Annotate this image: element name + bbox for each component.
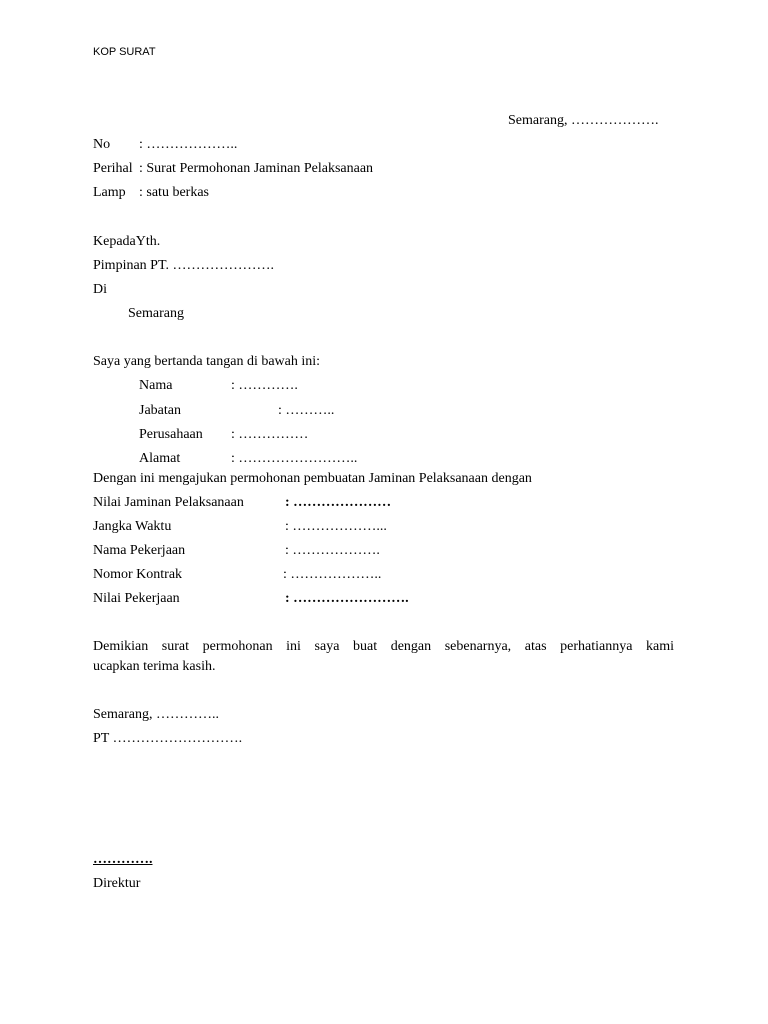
- signer-position-value: : ………..: [278, 403, 335, 418]
- signature-name: ………….: [93, 852, 153, 867]
- signer-name-label: Nama: [139, 378, 173, 393]
- signer-address-label: Alamat: [139, 451, 181, 466]
- signer-company-label: Perusahaan: [139, 427, 203, 442]
- no-value: : ………………..: [139, 137, 238, 152]
- signature-place-date: Semarang, …………..: [93, 707, 219, 722]
- guarantee-value-value: : …………………: [285, 495, 392, 510]
- perihal-value: : Surat Permohonan Jaminan Pelaksanaan: [139, 161, 374, 176]
- no-label: No: [93, 137, 111, 152]
- recipient-city: Semarang: [128, 306, 184, 321]
- closing-line-1: Demikian surat permohonan ini saya buat dengan sebenarnya, atas perhatiannya kami: [93, 639, 674, 654]
- job-value-value: : …………………….: [285, 591, 409, 606]
- letterhead: KOP SURAT: [93, 46, 156, 58]
- lamp-label: Lamp: [93, 185, 126, 200]
- contract-number-label: Nomor Kontrak: [93, 567, 183, 582]
- guarantee-value-label: Nilai Jaminan Pelaksanaan: [93, 495, 244, 510]
- signer-name-value: : ………….: [231, 378, 298, 393]
- signer-position-label: Jabatan: [139, 403, 181, 418]
- intro-text: Saya yang bertanda tangan di bawah ini:: [93, 354, 321, 369]
- recipient-greeting: KepadaYth.: [93, 234, 161, 249]
- duration-label: Jangka Waktu: [93, 519, 172, 534]
- job-name-label: Nama Pekerjaan: [93, 543, 186, 558]
- job-name-value: : ……………….: [285, 543, 380, 558]
- recipient-name: Pimpinan PT. ………………….: [93, 258, 274, 273]
- contract-number-value: : ………………..: [283, 567, 382, 582]
- signer-address-value: : ……………………..: [231, 451, 358, 466]
- closing-line-2: ucapkan terima kasih.: [93, 659, 216, 674]
- signer-company-value: : ……………: [231, 427, 309, 442]
- duration-value: : ………………...: [285, 519, 387, 534]
- request-text: Dengan ini mengajukan permohonan pembuatan Jaminan Pelaksanaan dengan: [93, 471, 532, 486]
- signature-company: PT ……………………….: [93, 731, 243, 746]
- letter-place-date: Semarang, ……………….: [508, 113, 659, 128]
- job-value-label: Nilai Pekerjaan: [93, 591, 180, 606]
- perihal-label: Perihal: [93, 161, 133, 176]
- signature-title: Direktur: [93, 876, 141, 891]
- lamp-value: : satu berkas: [139, 185, 209, 200]
- recipient-di: Di: [93, 282, 107, 297]
